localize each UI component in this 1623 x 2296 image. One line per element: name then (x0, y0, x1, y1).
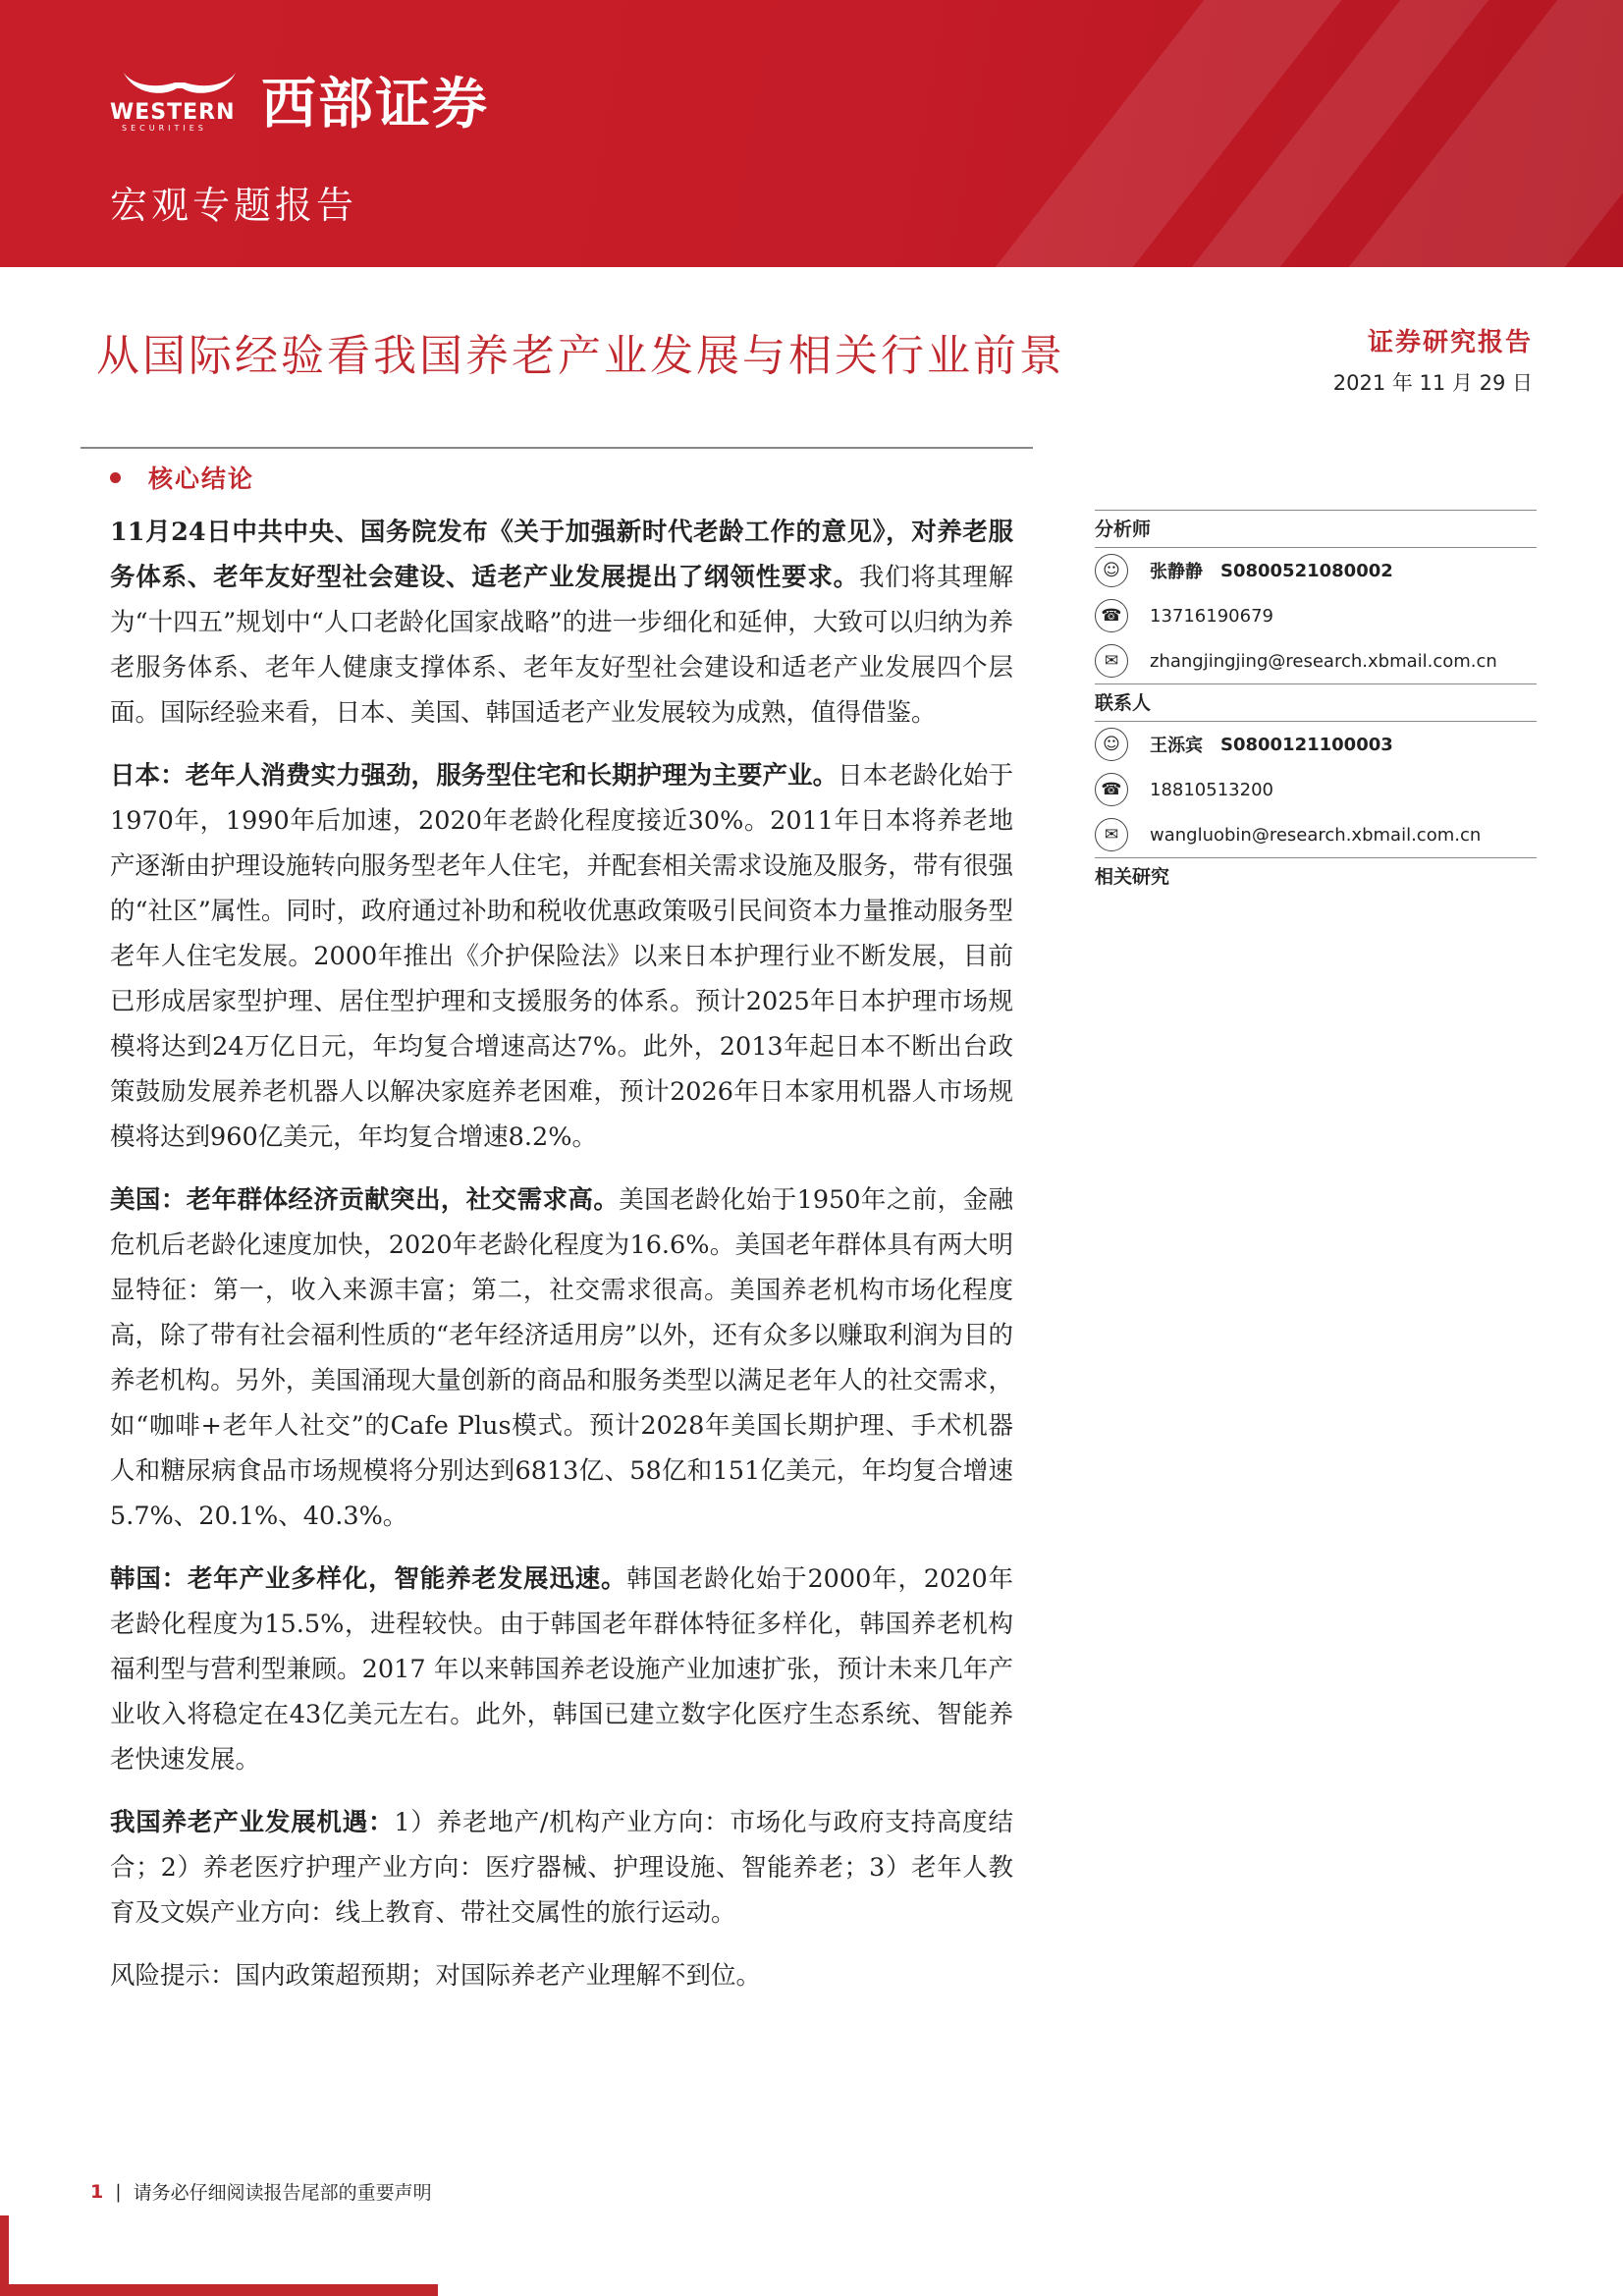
person-icon: ☺ (1095, 554, 1128, 587)
paragraph-lead: 11月24日中共中央、国务院发布《关于加强新时代老龄工作的意见》，对养老服务体系、老年友好型社会建设、适老产业发展提出了纲领性要求。 (110, 518, 1013, 592)
paragraph (110, 1557, 1013, 1782)
section-header (110, 460, 254, 495)
paragraph-body: 风险提示：国内政策超预期；对国际养老产业理解不到位。 (110, 1961, 762, 1991)
header-banner (0, 0, 1623, 267)
page-title: 从国际经验看我国养老产业发展与相关行业前景 (96, 331, 1065, 381)
risk-warning (110, 1953, 1013, 1998)
logo-subtitle: SECURITIES (122, 124, 207, 133)
paragraph-body: 日本老龄化始于1970年，1990年后加速，2020年老龄化程度接近30%。2011年日本将养老地产逐渐由护理设施转向服务型老年人住宅，并配套相关需求设施及服务，带有很强的“社区”属性。同时，政府通过补助和税收优惠政策吸引民间资本力量推动服务型老年人住宅发展。2000年推出《介护保险法》以来日本护理行业不断发展，目前已形成居家型护理、居住型护理和支援服务的体系。预计2025年日本护理市场规模将达到24万亿日元，年均复合增速高达7%。此外，2013年起日本不断出台政策鼓励发展养老机器人以解决家庭养老困难，预计2026年日本家用机器人市场规模将达到960亿美元，年均复合增速8.2%。 (110, 761, 1013, 1152)
analyst-label: 分析师 (1095, 519, 1152, 540)
report-kind: 证券研究报告 (1367, 328, 1533, 357)
phone-icon: ☎ (1095, 773, 1128, 806)
paragraph-body: 韩国老龄化始于2000年，2020年老龄化程度为15.5%，进程较快。由于韩国老年群体特征多样化，韩国养老机构福利型与营利型兼顾。2017 年以来韩国养老设施产业加速扩张，预计未来几年产业收入将稳定在43亿美元左右。此外，韩国已建立数字化医疗生态系统、智能养老快速发展。 (110, 1564, 1013, 1775)
paragraph-body: 美国老龄化始于1950年之前，金融危机后老龄化速度加快，2020年老龄化程度为16.6%。美国老年群体具有两大明显特征：第一，收入来源丰富；第二，社交需求很高。美国养老机构市场化程度高，除了带有社会福利性质的“老年经济适用房”以外，还有众多以赚取利润为目的养老机构。另外，美国涌现大量创新的商品和服务类型以满足老年人的社交需求，如“咖啡+老年人社交”的Cafe Plus模式。预计2028年美国长期护理、手术机器人和糖尿病食品市场规模将分别达到6813亿、58亿和151亿美元，年均复合增速5.7%、20.1%、40.3%。 (110, 1185, 1013, 1531)
page-number: 1 (90, 2180, 104, 2203)
paragraph-body: 1）养老地产/机构产业方向：市场化与政府支持高度结合；2）养老医疗护理产业方向：医疗器械、护理设施、智能养老；3）老年人教育及文娱产业方向：线上教育、带社交属性的旅行运动。 (110, 1808, 1013, 1928)
paragraph-lead: 日本：老年人消费实力强劲，服务型住宅和长期护理为主要产业。 (110, 761, 839, 791)
related-research-label: 相关研究 (1095, 866, 1170, 888)
contact-phone-row (1095, 767, 1537, 812)
contact-label: 联系人 (1095, 692, 1152, 714)
report-date: 2021 年 11 月 29 日 (1332, 371, 1533, 395)
contact-email[interactable]: wangluobin@research.xbmail.com.cn (1150, 824, 1482, 846)
person-icon: ☺ (1095, 728, 1128, 761)
paragraph-lead: 美国：老年群体经济贡献突出，社交需求高。 (110, 1185, 620, 1215)
sidebar (1095, 510, 1537, 895)
analyst-name-row (1095, 548, 1537, 593)
bull-horns-icon (116, 67, 243, 100)
analyst-email[interactable]: zhangjingjing@research.xbmail.com.cn (1150, 650, 1497, 672)
paragraph-body: 我们将其理解为“十四五”规划中“人口老龄化国家战略”的进一步细化和延伸，大致可以归纳为养老服务体系、老年人健康支撑体系、老年友好型社会建设和适老产业发展四个层面。国际经验来看，日本、美国、韩国适老产业发展较为成熟，值得借鉴。 (110, 563, 1013, 728)
contact-code: S0800121100003 (1220, 734, 1393, 755)
corner-accent (0, 2284, 438, 2296)
logo-chinese: 西部证券 (261, 73, 489, 137)
disclaimer-note: 请务必仔细阅读报告尾部的重要声明 (133, 2182, 432, 2204)
analyst-phone: 13716190679 (1150, 605, 1273, 627)
analyst-name: 张静静 (1150, 562, 1203, 582)
core-conclusions (110, 510, 1013, 2016)
bullet-dot-icon (110, 472, 121, 483)
section-divider (81, 447, 1033, 449)
paragraph-lead: 我国养老产业发展机遇： (110, 1808, 395, 1837)
mail-icon: ✉ (1095, 818, 1128, 851)
mail-icon: ✉ (1095, 644, 1128, 678)
paragraph (110, 1177, 1013, 1539)
phone-icon: ☎ (1095, 599, 1128, 632)
paragraph (110, 1800, 1013, 1936)
contact-name-row (1095, 722, 1537, 767)
contact-phone: 18810513200 (1150, 779, 1273, 800)
section-title: 核心结论 (148, 465, 255, 493)
analyst-phone-row (1095, 593, 1537, 638)
report-type: 宏观专题报告 (110, 184, 358, 227)
logo-english: WESTERN (110, 100, 236, 125)
western-securities-logo (110, 61, 489, 139)
contact-name: 王泺宾 (1150, 736, 1203, 756)
paragraph-lead: 韩国：老年产业多样化，智能养老发展迅速。 (110, 1564, 627, 1594)
paragraph (110, 510, 1013, 736)
analyst-email-row (1095, 638, 1537, 683)
footer-separator: | (115, 2180, 122, 2203)
logo-mark (110, 67, 247, 134)
paragraph (110, 753, 1013, 1160)
analyst-code: S0800521080002 (1220, 560, 1393, 581)
page-footer (90, 2178, 432, 2205)
contact-email-row (1095, 812, 1537, 857)
